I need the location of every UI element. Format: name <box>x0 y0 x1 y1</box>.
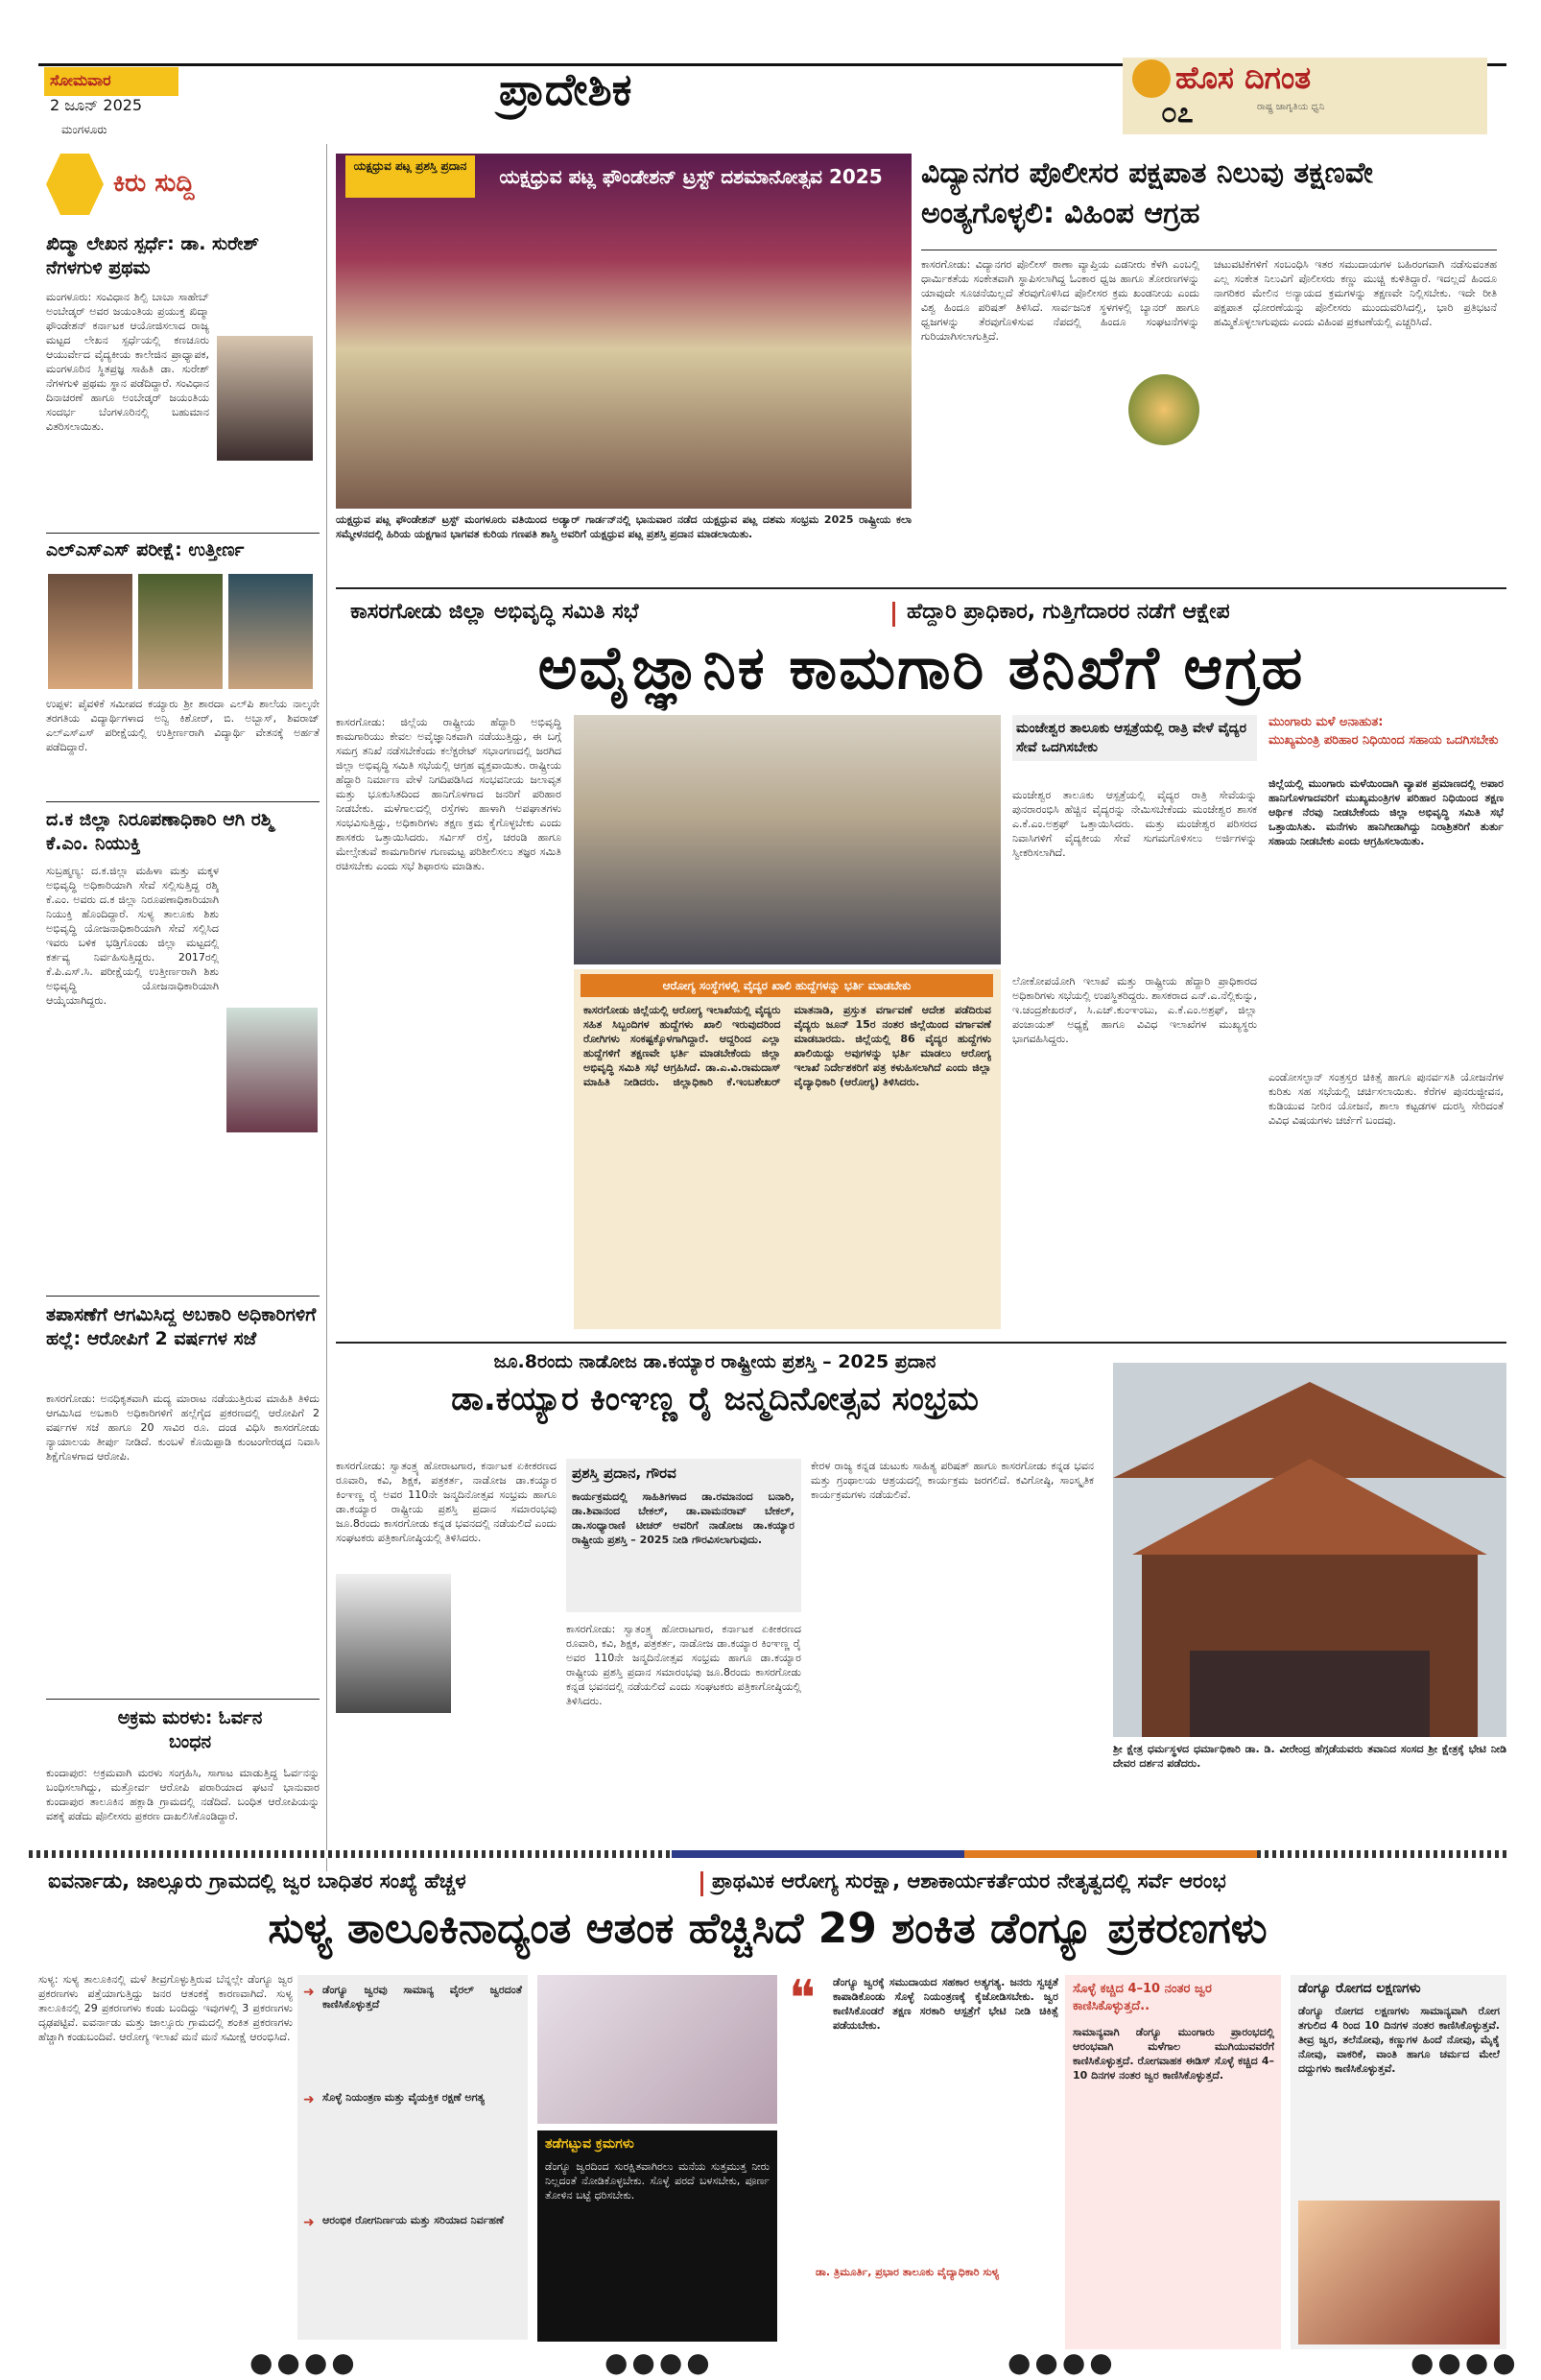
kiru-item-title: ಅಕ್ರಮ ಮರಳು: ಓರ್ವನ ಬಂಧನ <box>117 1707 263 1752</box>
kasaragod-kicker-left: ಕಾಸರಗೋಡು ಜಿಲ್ಲಾ ಅಭಿವೃದ್ಧಿ ಸಮಿತಿ ಸಭೆ <box>350 600 639 624</box>
dengue-bullet: ಡೆಂಗ್ಯೂ ಜ್ವರವು ಸಾಮಾನ್ಯ ವೈರಲ್ ಜ್ವರದಂತೆ ಕಾಣಿಸಿಕೊಳ್ಳುತ್ತದೆ <box>322 1984 522 2011</box>
quote-icon: ❝ <box>789 1970 816 2028</box>
hand-icon <box>46 154 104 215</box>
yakshadhruva-banner: ಯಕ್ಷಧ್ರುವ ಪಟ್ಲ ಫೌಂಡೇಶನ್ ಟ್ರಸ್ಟ್ ದಶಮಾನೋತ್ಸವ 2025 <box>499 165 883 188</box>
vhp-body-col2: ಚಟುವಟಿಕೆಗಳಿಗೆ ಸಂಬಂಧಿಸಿ ಇತರ ಸಮುದಾಯಗಳ ಬಹಿರಂಗವಾಗಿ ನಡೆಸುವಂತಹ ಎಲ್ಲ ಸಂಕೇತ ನಿಲುವಿಗೆ ಪೊಲೀಸರು ಕಣ್ಣು ಮುಚ್ಚಿ ಕುಳಿತಿದ್ದಾರೆ. ಇದಲ್ಲದೆ ಹಿಂದೂ ನಾಗರಿಕರ ಮೇಲಿನ ಅನ್ಯಾಯದ ಕ್ರಮಗಳನ್ನು ತಕ್ಷಣವೇ ನಿಲ್ಲಿಸಬೇಕು. ಇದೇ ರೀತಿ ಪಕ್ಷಪಾತ ಧೋರಣೆಯನ್ನು ಪೊಲೀಸರು ಮುಂದುವರಿಸಿದಲ್ಲಿ, ಭಾರಿ ಪ್ರತಿಭಟನೆ ಹಮ್ಮಿಕೊಳ್ಳಲಾಗುವುದು ಎಂದು ವಿಹಿಂಪ ಪ್ರಕಟಣೆಯಲ್ಲಿ ಎಚ್ಚರಿಸಿದೆ. <box>1214 258 1497 328</box>
fever-title: ಸೊಳ್ಳೆ ಕಚ್ಚಿದ 4–10 ನಂತರ ಜ್ವರ ಕಾಣಿಸಿಕೊಳ್ಳುತ್ತದೆ.. <box>1073 1982 1212 2013</box>
divider <box>46 1296 320 1297</box>
bullet-icon: ➜ <box>303 1985 315 2000</box>
yakshadhruva-caption: ಯಕ್ಷಧ್ರುವ ಪಟ್ಲ ಫೌಂಡೇಶನ್ ಟ್ರಸ್ಟ್ ಮಂಗಳೂರು ವತಿಯಿಂದ ಅಡ್ಯಾರ್ ಗಾರ್ಡನ್‌ನಲ್ಲಿ ಭಾನುವಾರ ನಡೆದ ಯಕ್ಷಧ್ರುವ ಪಟ್ಲ ದಶಮ ಸಂಭ್ರಮ 2025 ರಾಷ್ಟ್ರೀಯ ಕಲಾ ಸಮ್ಮೇಳನದಲ್ಲಿ ಹಿರಿಯ ಯಕ್ಷಗಾನ ಭಾಗವತ ಕುರಿಯ ಗಣಪತಿ ಶಾಸ್ತ್ರಿ ಅವರಿಗೆ ಯಕ್ಷಧ್ರುವ ಪಟ್ಲ ಪ್ರಶಸ್ತಿ ಪ್ರದಾನ ಮಾಡಲಾಯಿತು. <box>336 513 912 540</box>
logo-icon <box>1132 60 1171 98</box>
kiru-label: ಕಿರು ಸುದ್ದಿ <box>113 169 195 198</box>
symptoms-box <box>1291 1975 1506 2349</box>
kayyara-body-col3: ಕೇರಳ ರಾಜ್ಯ ಕನ್ನಡ ಚುಟುಕು ಸಾಹಿತ್ಯ ಪರಿಷತ್ ಹಾಗೂ ಕಾಸರಗೋಡು ಕನ್ನಡ ಭವನ ಮತ್ತು ಗ್ರಂಥಾಲಯ ಆಶ್ರಯದಲ್ಲಿ ಕಾರ್ಯಕ್ರಮ ಜರಗಲಿದೆ. ಕವಿಗೋಷ್ಠಿ, ಸಾಂಸ್ಕೃತಿಕ ಕಾರ್ಯಕ್ರಮಗಳು ನಡೆಯಲಿವೆ. <box>811 1460 1094 1501</box>
kayyara-story <box>336 1344 1103 1843</box>
paper-name: ಹೊಸ ದಿಗಂತ <box>1175 60 1312 96</box>
kiru-item-body: ಕುಂದಾಪುರ: ಅಕ್ರಮವಾಗಿ ಮರಳು ಸಂಗ್ರಹಿಸಿ, ಸಾಗಾಟ ಮಾಡುತ್ತಿದ್ದ ಓರ್ವನನ್ನು ಬಂಧಿಸಲಾಗಿದ್ದು, ಮತ್ತೋರ್ವ ಆರೋಪಿ ಪರಾರಿಯಾದ ಘಟನೆ ಭಾನುವಾರ ಕುಂದಾಪುರ ತಾಲೂಕಿನ ಹಕ್ಲಾಡಿ ಗ್ರಾಮದಲ್ಲಿ ನಡೆದಿದೆ. ಬಂಧಿತ ಆರೋಪಿಯನ್ನು ವಶಕ್ಕೆ ಪಡೆದು ಪೊಲೀಸರು ಪ್ರಕರಣ ದಾಖಲಿಸಿಕೊಂಡಿದ್ದಾರೆ. <box>46 1767 320 1822</box>
health-box-heading: ಆರೋಗ್ಯ ಸಂಸ್ಥೆಗಳಲ್ಲಿ ವೈದ್ಯರ ಖಾಲಿ ಹುದ್ದೆಗಳನ್ನು ಭರ್ತಿ ಮಾಡಬೇಕು <box>581 974 993 997</box>
kiru-column <box>36 144 324 1843</box>
dengue-story <box>29 1862 1520 2380</box>
masthead-city: ಮಂಗಳೂರು <box>61 123 107 136</box>
monsoon-kicker: ಮುಂಗಾರು ಮಳೆ ಅನಾಹುತ: <box>1268 715 1384 729</box>
kiru-header <box>46 154 286 215</box>
kasaragod-kicker-right: ಹೆದ್ದಾರಿ ಪ್ರಾಧಿಕಾರ, ಗುತ್ತಿಗೆದಾರರ ನಡೆಗೆ ಆಕ್ಷೇಪ <box>907 600 1230 624</box>
page-number: ೦೭ <box>1161 96 1194 130</box>
kayyara-headline: ಡಾ.ಕಯ್ಯಾರ ಕಿಂಞಣ್ಣ ರೈ ಜನ್ಮದಿನೋತ್ಸವ ಸಂಭ್ರಮ <box>451 1380 979 1418</box>
symptoms-body: ಡೆಂಗ್ಯೂ ರೋಗದ ಲಕ್ಷಣಗಳು ಸಾಮಾನ್ಯವಾಗಿ ರೋಗ ತಗುಲಿದ 4 ರಿಂದ 10 ದಿನಗಳ ನಂತರ ಕಾಣಿಸಿಕೊಳ್ಳುತ್ತವೆ. ತೀವ್ರ ಜ್ವರ, ತಲೆನೋವು, ಕಣ್ಣುಗಳ ಹಿಂದೆ ನೋವು, ಮೈಕೈ ನೋವು, ವಾಕರಿಕೆ, ವಾಂತಿ ಹಾಗೂ ಚರ್ಮದ ಮೇಲೆ ದದ್ದುಗಳು ಕಾಣಿಸಿಕೊಳ್ಳುತ್ತವೆ. <box>1298 2005 1500 2075</box>
symptoms-title: ಡೆಂಗ್ಯೂ ರೋಗದ ಲಕ್ಷಣಗಳು <box>1298 1981 1421 1996</box>
vhp-body-col1: ಕಾಸರಗೋಡು: ವಿದ್ಯಾನಗರ ಪೊಲೀಸ್ ಠಾಣಾ ವ್ಯಾಪ್ತಿಯ ಎಡನೀರು ಕೆಳಗಿ ಎಂಬಲ್ಲಿ ಧಾರ್ಮಿಕತೆಯ ಸಂಕೇತವಾಗಿ ಸ್ಥಾಪಿಸಲಾಗಿದ್ದ ಓಂಕಾರ ಧ್ವಜ ಹಾಗೂ ತೋರಣಗಳನ್ನು ಯಾವುದೇ ಸೂಚನೆಯಿಲ್ಲದೆ ತೆರವುಗೊಳಿಸಿದ ಪೊಲೀಸರ ಕ್ರಮ ಖಂಡನೀಯ ಎಂದು ವಿಶ್ವ ಹಿಂದೂ ಪರಿಷತ್ ತಿಳಿಸಿದೆ. ಸಾರ್ವಜನಿಕ ಸ್ಥಳಗಳಲ್ಲಿ ಬ್ಯಾನರ್ ಹಾಗೂ ಧ್ವಜಗಳನ್ನು ತೆರವುಗೊಳಿಸುವ ನೆಪದಲ್ಲಿ ಹಿಂದೂ ಸಂಘಟನೆಗಳನ್ನು ಗುರಿಯಾಗಿಸಲಾಗುತ್ತಿದೆ. <box>921 258 1199 343</box>
award-box-title: ಪ್ರಶಸ್ತಿ ಪ್ರದಾನ, ಗೌರವ <box>572 1464 676 1482</box>
manjeshwar-title: ಮಂಜೇಶ್ವರ ತಾಲೂಕು ಆಸ್ಪತ್ರೆಯಲ್ಲಿ ರಾತ್ರಿ ವೇಳೆ ವೈದ್ಯರ ಸೇವೆ ಒದಗಿಸಬೇಕು <box>1012 715 1257 761</box>
kasaragod-body-col5: ಎಂಡೋಸಲ್ಫಾನ್ ಸಂತ್ರಸ್ತರ ಚಿಕಿತ್ಸೆ ಹಾಗೂ ಪುನರ್ವಸತಿ ಯೋಜನೆಗಳ ಕುರಿತು ಸಹ ಸಭೆಯಲ್ಲಿ ಚರ್ಚಿಸಲಾಯಿತು. ಕೆರೆಗಳ ಪುನರುಜ್ಜೀವನ, ಕುಡಿಯುವ ನೀರಿನ ಯೋಜನೆ, ಶಾಲಾ ಕಟ್ಟಡಗಳ ದುರಸ್ತಿ ಸೇರಿದಂತೆ ವಿವಿಧ ವಿಷಯಗಳು ಚರ್ಚೆಗೆ ಬಂದವು. <box>1268 1071 1504 1127</box>
kiru-item-title: ಖಿದ್ಮಾ ಲೇಖನ ಸ್ಪರ್ಧೆ: ಡಾ. ಸುರೇಶ್ ನೆಗಳಗುಳಿ ಪ್ರಥಮ <box>46 233 260 278</box>
page-footer-dots: ●●●● <box>1411 2346 1520 2378</box>
kiru-item-body: ಸುಬ್ರಹ್ಮಣ್ಯ: ದ.ಕ.ಜಿಲ್ಲಾ ಮಹಿಳಾ ಮತ್ತು ಮಕ್ಕಳ ಅಭಿವೃದ್ಧಿ ಅಧಿಕಾರಿಯಾಗಿ ಸೇವೆ ಸಲ್ಲಿಸುತ್ತಿದ್ದ ರಶ್ಮಿ ಕೆ.ಎಂ. ಅವರು ದ.ಕ ಜಿಲ್ಲಾ ನಿರೂಪಣಾಧಿಕಾರಿಯಾಗಿ ನಿಯುಕ್ತಿ ಹೊಂದಿದ್ದಾರೆ. ಸುಳ್ಯ ತಾಲೂಕು ಶಿಶು ಅಭಿವೃದ್ಧಿ ಯೋಜನಾಧಿಕಾರಿಯಾಗಿ ಸೇವೆ ಸಲ್ಲಿಸಿದ ಇವರು ಬಳಿಕ ಭಡ್ತಿಗೊಂಡು ಜಿಲ್ಲಾ ಮಟ್ಟದಲ್ಲಿ ಕರ್ತವ್ಯ ನಿರ್ವಹಿಸುತ್ತಿದ್ದರು. 2017ರಲ್ಲಿ ಕೆ.ಪಿ.ಎಸ್.ಸಿ. ಪರೀಕ್ಷೆಯಲ್ಲಿ ಉತ್ತೀರ್ಣರಾಗಿ ಶಿಶು ಅಭಿವೃದ್ಧಿ ಯೋಜನಾಧಿಕಾರಿಯಾಗಿ ಆಯ್ಕೆಯಾಗಿದ್ದರು. <box>46 865 219 1007</box>
bullet-icon: ➜ <box>303 2092 315 2107</box>
manjeshwar-body: ಮಂಜೇಶ್ವರ ತಾಲೂಕು ಆಸ್ಪತ್ರೆಯಲ್ಲಿ ವೈದ್ಯರ ರಾತ್ರಿ ಸೇವೆಯನ್ನು ಪುನರಾರಂಭಿಸಿ ಹೆಚ್ಚಿನ ವೈದ್ಯರನ್ನು ನೇಮಿಸಬೇಕೆಂದು ಮಂಜೇಶ್ವರ ಶಾಸಕ ಎ.ಕೆ.ಎಂ.ಅಶ್ರಫ್ ಒತ್ತಾಯಿಸಿದರು. ಮತ್ತು ಮಂಜೇಶ್ವರ ಪರಿಸರದ ನಿವಾಸಿಗಳಿಗೆ ವೈದ್ಯಕೀಯ ಸೇವೆ ಸುಗಮಗೊಳಿಸಲು ಅರ್ಜಿಗಳನ್ನು ಸ್ವೀಕರಿಸಲಾಗಿದೆ. <box>1012 789 1257 859</box>
kiru-item-body: ಕಾಸರಗೋಡು: ಅನಧಿಕೃತವಾಗಿ ಮದ್ಯ ಮಾರಾಟ ನಡೆಯುತ್ತಿರುವ ಮಾಹಿತಿ ತಿಳಿದು ಆಗಮಿಸಿದ ಅಬಕಾರಿ ಅಧಿಕಾರಿಗಳಿಗೆ ಹಲ್ಲೆಗೈದ ಪ್ರಕರಣದಲ್ಲಿ ಆರೋಪಿಗೆ 2 ವರ್ಷಗಳ ಸಜೆ ಹಾಗೂ 20 ಸಾವಿರ ರೂ. ದಂಡ ವಿಧಿಸಿ ಕಾಸರಗೋಡು ನ್ಯಾಯಾಲಯ ತೀರ್ಪು ನೀಡಿದೆ. ಕುಂಬಳೆ ಕೊಯಿಪ್ಪಾಡಿ ಕುಂಟಂಗೇರಡ್ಕದ ನಿವಾಸಿ ಶಿಕ್ಷೆಗೊಳಗಾದ ಆರೋಪಿ. <box>46 1392 320 1463</box>
student-photo <box>138 574 223 689</box>
paper-tagline: ರಾಷ್ಟ್ರ ಜಾಗೃತಿಯ ಧ್ವನಿ <box>1257 102 1325 112</box>
divider <box>46 533 320 534</box>
section-rule <box>336 587 1506 589</box>
dengue-color-strip <box>672 1850 1257 1858</box>
page-footer-dots: ●●●● <box>249 2346 359 2378</box>
mosquito-photo <box>1298 2201 1500 2344</box>
yakshadhruva-photo <box>336 154 912 509</box>
bullet-icon: ➜ <box>303 2215 315 2230</box>
kayyara-body-col1b <box>336 1718 557 1833</box>
kasaragod-body-col1: ಕಾಸರಗೋಡು: ಜಿಲ್ಲೆಯ ರಾಷ್ಟ್ರೀಯ ಹೆದ್ದಾರಿ ಅಭಿವೃದ್ಧಿ ಕಾಮಗಾರಿಯು ಕೇವಲ ಅವೈಜ್ಞಾನಿಕವಾಗಿ ನಡೆಯುತ್ತಿದ್ದು, ಈ ಬಗ್ಗೆ ಸಮಗ್ರ ತನಿಖೆ ನಡೆಸಬೇಕೆಂದು ಕಲೆಕ್ಟರೇಟ್ ಸಭಾಂಗಣದಲ್ಲಿ ಜರಗಿದ ಜಿಲ್ಲಾ ಅಭಿವೃದ್ಧಿ ಸಮಿತಿ ಸಭೆಯಲ್ಲಿ ಆಗ್ರಹ ವ್ಯಕ್ತವಾಯಿತು. ರಾಷ್ಟ್ರೀಯ ಹೆದ್ದಾರಿ ನಿರ್ಮಾಣ ವೇಳೆ ನಿಗದಿಪಡಿಸಿದ ಸಂಭವನೀಯ ಜಲಾವೃತ ಮತ್ತು ಭೂಕುಸಿತದಿಂದ ಹಾನಿಗೊಳಗಾದ ಜನರಿಗೆ ಪರಿಹಾರ ನೀಡಬೇಕು. ಮಳೆಗಾಲದಲ್ಲಿ ರಸ್ತೆಗಳು ಹಾಳಾಗಿ ಅಪಘಾತಗಳು ಸಂಭವಿಸುತ್ತಿದ್ದು, ಅಧಿಕಾರಿಗಳು ತಕ್ಷಣ ಕ್ರಮ ಕೈಗೊಳ್ಳಬೇಕು ಎಂದು ಶಾಸಕರು ಒತ್ತಾಯಿಸಿದರು. ಸರ್ವಿಸ್ ರಸ್ತೆ, ಚರಂಡಿ ಹಾಗೂ ಮೇಲ್ಸೇತುವೆ ಕಾಮಗಾರಿಗಳ ಗುಣಮಟ್ಟ ಪರಿಶೀಲಿಸಲು ತಜ್ಞರ ಸಮಿತಿ ರಚಿಸಬೇಕು ಎಂದು ಸಭೆ ಶಿಫಾರಸು ಮಾಡಿತು. <box>336 716 561 872</box>
section-title: ಪ್ರಾದೇಶಿಕ <box>499 63 632 115</box>
masthead-date: 2 ಜೂನ್ 2025 <box>50 96 143 114</box>
masthead-day: ಸೋಮವಾರ <box>50 71 111 89</box>
kicker-separator <box>892 602 895 627</box>
vhp-story <box>921 144 1506 585</box>
award-box-body: ಕಾರ್ಯಕ್ರಮದಲ್ಲಿ ಸಾಹಿತಿಗಳಾದ ಡಾ.ರಮಾನಂದ ಬನಾರಿ, ಡಾ.ಶಿವಾನಂದ ಬೇಕಲ್, ಡಾ.ವಾಮನರಾವ್ ಬೇಕಲ್, ಡಾ.ಸಂಧ್ಯಾರಾಣಿ ಟೀಚರ್ ಅವರಿಗೆ ನಾಡೋಜ ಡಾ.ಕಯ್ಯಾರ ರಾಷ್ಟ್ರೀಯ ಪ್ರಶಸ್ತಿ – 2025 ನೀಡಿ ಗೌರವಿಸಲಾಗುವುದು. <box>572 1490 794 1546</box>
kasaragod-story <box>336 590 1506 1339</box>
dengue-bullets-box <box>297 1975 528 2340</box>
yakshadhruva-badge: ಯಕ್ಷಧ್ರುವ ಪಟ್ಲ ಪ್ರಶಸ್ತಿ ಪ್ರದಾನ <box>345 155 475 198</box>
student-photo <box>228 574 313 689</box>
doctor-quote-by: ಡಾ. ತ್ರಿಮೂರ್ತಿ, ಪ್ರಭಾರ ತಾಲೂಕು ವೈದ್ಯಾಧಿಕಾರಿ ಸುಳ್ಯ <box>816 2266 1000 2278</box>
award-box <box>566 1459 801 1612</box>
kiru-item-body: ಮಂಗಳೂರು: ಸಂವಿಧಾನ ಶಿಲ್ಪಿ ಬಾಬಾ ಸಾಹೇಬ್ ಅಂಬೇಡ್ಕರ್ ಅವರ ಜಯಂತಿಯ ಪ್ರಯುಕ್ತ ಖಿದ್ಮಾ ಫೌಂಡೇಶನ್ ಕರ್ನಾಟಕ ಆಯೋಜಿಸಲಾದ ರಾಜ್ಯ ಮಟ್ಟದ ಲೇಖನ ಸ್ಪರ್ಧೆಯಲ್ಲಿ ಕಣಚೂರು ಆಯುರ್ವೇದ ವೈದ್ಯಕೀಯ ಕಾಲೇಜಿನ ಪ್ರಾಧ್ಯಾಪಕ, ಮಂಗಳೂರಿನ ಸ್ಥಿತಪ್ರಜ್ಞ ಸಾಹಿತಿ ಡಾ. ಸುರೇಶ್ ನೆಗಳಗುಳಿ ಪ್ರಥಮ ಸ್ಥಾನ ಪಡೆದಿದ್ದಾರೆ. ಸಂವಿಧಾನ ದಿನಾಚರಣೆ ಹಾಗೂ ಅಂಬೇಡ್ಕರ್ ಜಯಂತಿಯ ಸಂದರ್ಭ ಬೆಂಗಳೂರಿನಲ್ಲಿ ಬಹುಮಾನ ವಿತರಿಸಲಾಯಿತು. <box>46 291 209 433</box>
monsoon-body: ಜಿಲ್ಲೆಯಲ್ಲಿ ಮುಂಗಾರು ಮಳೆಯಿಂದಾಗಿ ವ್ಯಾಪಕ ಪ್ರಮಾಣದಲ್ಲಿ ಅಪಾರ ಹಾನಿಗೊಳಗಾದವರಿಗೆ ಮುಖ್ಯಮಂತ್ರಿಗಳ ಪರಿಹಾರ ನಿಧಿಯಿಂದ ತಕ್ಷಣ ಆರ್ಥಿಕ ನೆರವು ನೀಡಬೇಕೆಂದು ಜಿಲ್ಲಾ ಅಭಿವೃದ್ಧಿ ಸಮಿತಿ ಸಭೆ ಒತ್ತಾಯಿಸಿತು. ಮನೆಗಳು ಹಾನಿಗೀಡಾಗಿದ್ದು ನಿರಾಶ್ರಿತರಿಗೆ ತುರ್ತು ಸಹಾಯ ನೀಡಬೇಕು ಎಂದು ಆಗ್ರಹಿಸಲಾಯಿತು. <box>1268 777 1504 847</box>
monsoon-box <box>1268 715 1504 1060</box>
fever-box <box>1065 1975 1281 2349</box>
dengue-bullet: ಸೊಳ್ಳೆ ನಿಯಂತ್ರಣ ಮತ್ತು ವೈಯಕ್ತಿಕ ರಕ್ಷಣೆ ಅಗತ್ಯ <box>322 2091 485 2104</box>
kayyara-body-col2: ಕಾಸರಗೋಡು: ಸ್ವಾತಂತ್ರ್ಯ ಹೋರಾಟಗಾರ, ಕರ್ನಾಟಕ ಏಕೀಕರಣದ ರೂವಾರಿ, ಕವಿ, ಶಿಕ್ಷಕ, ಪತ್ರಕರ್ತ, ನಾಡೋಜ ಡಾ.ಕಯ್ಯಾರ ಕಿಂಞಣ್ಣ ರೈ ಅವರ 110ನೇ ಜನ್ಮದಿನೋತ್ಸವ ಸಂಭ್ರಮ ಹಾಗೂ ಡಾ.ಕಯ್ಯಾರ ರಾಷ್ಟ್ರೀಯ ಪ್ರಶಸ್ತಿ ಪ್ರದಾನ ಸಮಾರಂಭವು ಜೂ.8ರಂದು ಕಾಸರಗೋಡು ಕನ್ನಡ ಭವನದಲ್ಲಿ ನಡೆಯಲಿದೆ ಎಂದು ಸಂಘಟಕರು ಪತ್ರಿಕಾಗೋಷ್ಠಿಯಲ್ಲಿ ತಿಳಿಸಿದರು. <box>566 1623 801 1707</box>
kiru-item-title: ದ.ಕ ಜಿಲ್ಲಾ ನಿರೂಪಣಾಧಿಕಾರಿ ಆಗಿ ರಶ್ಮಿ ಕೆ.ಎಂ. ನಿಯುಕ್ತಿ <box>46 809 273 854</box>
student-photo <box>48 574 132 689</box>
kiru-item-title: ಎಲ್‌ಎಸ್‌ಎಸ್ ಪರೀಕ್ಷೆ: ಉತ್ತೀರ್ಣ <box>46 539 245 560</box>
temple-photo-svg <box>1113 1363 1506 1737</box>
doctor-quote: ಡೆಂಗ್ಯೂ ಜ್ವರಕ್ಕೆ ಸಮುದಾಯದ ಸಹಕಾರ ಅತ್ಯಗತ್ಯ. ಜನರು ಸ್ವಚ್ಛತೆ ಕಾಪಾಡಿಕೊಂಡು ಸೊಳ್ಳೆ ನಿಯಂತ್ರಣಕ್ಕೆ ಕೈಜೋಡಿಸಬೇಕು. ಜ್ವರ ಕಾಣಿಸಿಕೊಂಡರೆ ತಕ್ಷಣ ಸರಕಾರಿ ಆಸ್ಪತ್ರೆಗೆ ಭೇಟಿ ನೀಡಿ ಚಿಕಿತ್ಸೆ ಪಡೆಯಬೇಕು. <box>833 1976 1058 2032</box>
prevention-box <box>537 2130 777 2342</box>
dengue-body: ಸುಳ್ಯ: ಸುಳ್ಯ ತಾಲೂಕಿನಲ್ಲಿ ಮಳೆ ತೀವ್ರಗೊಳ್ಳುತ್ತಿರುವ ಬೆನ್ನಲ್ಲೇ ಡೆಂಗ್ಯೂ ಜ್ವರ ಪ್ರಕರಣಗಳು ಪತ್ತೆಯಾಗುತ್ತಿದ್ದು ಜನರ ಆತಂಕಕ್ಕೆ ಕಾರಣವಾಗಿದೆ. ಸುಳ್ಯ ತಾಲೂಕಿನಲ್ಲಿ 29 ಪ್ರಕರಣಗಳು ಕಂಡು ಬಂದಿದ್ದು ಇವುಗಳಲ್ಲಿ 3 ಪ್ರಕರಣಗಳು ದೃಢಪಟ್ಟಿವೆ. ಐವರ್ನಾಡು ಮತ್ತು ಜಾಲ್ಸೂರು ಗ್ರಾಮದಲ್ಲಿ ಶಂಕಿತ ಪ್ರಕರಣಗಳು ಹೆಚ್ಚಾಗಿ ಕಂಡುಬಂದಿವೆ. ಆರೋಗ್ಯ ಇಲಾಖೆ ಮನೆ ಮನೆ ಸಮೀಕ್ಷೆ ಆರಂಭಿಸಿದೆ. <box>38 1973 293 2043</box>
kiru-photo-suresh <box>217 336 313 461</box>
column-rule <box>326 144 327 1871</box>
page-footer-dots: ●●●● <box>1008 2346 1117 2378</box>
health-box-body: ಕಾಸರಗೋಡು ಜಿಲ್ಲೆಯಲ್ಲಿ ಆರೋಗ್ಯ ಇಲಾಖೆಯಲ್ಲಿ ವೈದ್ಯರು ಸಹಿತ ಸಿಬ್ಬಂದಿಗಳ ಹುದ್ದೆಗಳು ಖಾಲಿ ಇರುವುದರಿಂದ ರೋಗಿಗಳು ಸಂಕಷ್ಟಕ್ಕೊಳಗಾಗಿದ್ದಾರೆ. ಆದ್ದರಿಂದ ಎಲ್ಲಾ ಹುದ್ದೆಗಳಿಗೆ ತಕ್ಷಣವೇ ಭರ್ತಿ ಮಾಡಬೇಕೆಂದು ಜಿಲ್ಲಾ ಅಭಿವೃದ್ಧಿ ಸಮಿತಿ ಸಭೆ ಆಗ್ರಹಿಸಿದೆ. ಡಾ.ಎ.ವಿ.ರಾಮದಾಸ್ ಮಾಹಿತಿ ನೀಡಿದರು. ಜಿಲ್ಲಾಧಿಕಾರಿ ಕೆ.ಇಂಬಶೇಖರ್ ಮಾತನಾಡಿ, ಪ್ರಸ್ತುತ ವರ್ಗಾವಣೆ ಆದೇಶ ಪಡೆದಿರುವ ವೈದ್ಯರು ಜೂನ್ 15ರ ನಂತರ ಜಿಲ್ಲೆಯಿಂದ ವರ್ಗಾವಣೆ ಮಾಡಬಾರದು. ಜಿಲ್ಲೆಯಲ್ಲಿ 86 ವೈದ್ಯರ ಹುದ್ದೆಗಳು ಖಾಲಿಯಿದ್ದು ಅವುಗಳನ್ನು ಭರ್ತಿ ಮಾಡಲು ಆರೋಗ್ಯ ಇಲಾಖೆ ನಿರ್ದೇಶಕರಿಗೆ ಪತ್ರ ಕಳುಹಿಸಲಾಗಿದೆ ಎಂದು ಜಿಲ್ಲಾ ವೈದ್ಯಾಧಿಕಾರಿ (ಆರೋಗ್ಯ) ತಿಳಿಸಿದರು. <box>583 1004 991 1088</box>
divider <box>46 1699 320 1700</box>
kayyara-kicker: ಜೂ.8ರಂದು ನಾಡೋಜ ಡಾ.ಕಯ್ಯಾರ ರಾಷ್ಟ್ರೀಯ ಪ್ರಶಸ್ತಿ – 2025 ಪ್ರದಾನ <box>493 1351 936 1372</box>
monsoon-title: ಮುಖ್ಯಮಂತ್ರಿ ಪರಿಹಾರ ನಿಧಿಯಿಂದ ಸಹಾಯ ಒದಗಿಸಬೇಕು <box>1268 733 1499 748</box>
dengue-bullet: ಆರಂಭಿಕ ರೋಗನಿರ್ಣಯ ಮತ್ತು ಸರಿಯಾದ ನಿರ್ವಹಣೆ <box>322 2214 505 2226</box>
kiru-photo-rashmi <box>226 1008 318 1132</box>
vhp-headline: ವಿದ್ಯಾನಗರ ಪೊಲೀಸರ ಪಕ್ಷಪಾತ ನಿಲುವು ತಕ್ಷಣವೇ ಅಂತ್ಯಗೊಳ್ಳಲಿ: ವಿಹಿಂಪ ಆಗ್ರಹ <box>921 156 1373 230</box>
kayyara-photo-caption: ಶ್ರೀ ಕ್ಷೇತ್ರ ಧರ್ಮಸ್ಥಳದ ಧರ್ಮಾಧಿಕಾರಿ ಡಾ. ಡಿ. ವೀರೇಂದ್ರ ಹೆಗ್ಗಡೆಯವರು ತವಾನಿದ ಸಂಸದ ಶ್ರೀ ಕ್ಷೇತ್ರಕ್ಕೆ ಭೇಟಿ ನೀಡಿ ದೇವರ ದರ್ಶನ ಪಡೆದರು. <box>1113 1743 1506 1770</box>
dengue-kicker-right: ಪ್ರಾಥಮಿಕ ಆರೋಗ್ಯ ಸುರಕ್ಷಾ, ಆಶಾಕಾರ್ಯಕರ್ತೆಯರ ನೇತೃತ್ವದಲ್ಲಿ ಸರ್ವೆ ಆರಂಭ <box>712 1869 1226 1892</box>
vhp-logo <box>1128 374 1199 445</box>
divider <box>46 801 320 802</box>
fever-body: ಸಾಮಾನ್ಯವಾಗಿ ಡೆಂಗ್ಯೂ ಮುಂಗಾರು ಪ್ರಾರಂಭದಲ್ಲಿ ಆರಂಭವಾಗಿ ಮಳೆಗಾಲ ಮುಗಿಯುವವರೆಗೆ ಕಾಣಿಸಿಕೊಳ್ಳುತ್ತದೆ. ರೋಗವಾಹಕ ಈಡಿಸ್ ಸೊಳ್ಳೆ ಕಚ್ಚಿದ 4–10 ದಿನಗಳ ನಂತರ ಜ್ವರ ಕಾಣಿಸಿಕೊಳ್ಳುತ್ತದೆ. <box>1073 2026 1274 2082</box>
page-footer-dots: ●●●● <box>605 2346 714 2378</box>
kayyara-body-col1: ಕಾಸರಗೋಡು: ಸ್ವಾತಂತ್ರ್ಯ ಹೋರಾಟಗಾರ, ಕರ್ನಾಟಕ ಏಕೀಕರಣದ ರೂವಾರಿ, ಕವಿ, ಶಿಕ್ಷಕ, ಪತ್ರಕರ್ತ, ನಾಡೋಜ ಡಾ.ಕಯ್ಯಾರ ಕಿಂಞಣ್ಣ ರೈ ಅವರ 110ನೇ ಜನ್ಮದಿನೋತ್ಸವ ಸಂಭ್ರಮ ಹಾಗೂ ಡಾ.ಕಯ್ಯಾರ ರಾಷ್ಟ್ರೀಯ ಪ್ರಶಸ್ತಿ ಪ್ರದಾನ ಸಮಾರಂಭವು ಜೂ.8ರಂದು ಕಾಸರಗೋಡು ಕನ್ನಡ ಭವನದಲ್ಲಿ ನಡೆಯಲಿದೆ ಎಂದು ಸಂಘಟಕರು ಪತ್ರಿಕಾಗೋಷ್ಠಿಯಲ್ಲಿ ತಿಳಿಸಿದರು. <box>336 1460 557 1544</box>
mosquito-net-photo <box>537 1975 777 2124</box>
dengue-kicker-left: ಐವರ್ನಾಡು, ಜಾಲ್ಸೂರು ಗ್ರಾಮದಲ್ಲಿ ಜ್ವರ ಬಾಧಿತರ ಸಂಖ್ಯೆ ಹೆಚ್ಚಳ <box>48 1869 466 1892</box>
dengue-headline: ಸುಳ್ಯ ತಾಲೂಕಿನಾದ್ಯಂತ ಆತಂಕ ಹೆಚ್ಚಿಸಿದೆ 29 ಶಂಕಿತ ಡೆಂಗ್ಯೂ ಪ್ರಕರಣಗಳು <box>268 1904 1268 1953</box>
kiru-item-title: ತಪಾಸಣೆಗೆ ಆಗಮಿಸಿದ್ದ ಅಬಕಾರಿ ಅಧಿಕಾರಿಗಳಿಗೆ ಹಲ್ಲೆ: ಆರೋಪಿಗೆ 2 ವರ್ಷಗಳ ಸಜೆ <box>46 1304 317 1349</box>
manjeshwar-box <box>1012 715 1257 964</box>
kiru-item-body: ಉಪ್ಪಳ: ಪೈವಳಿಕೆ ಸಮೀಪದ ಕಯ್ಯಾರು ಶ್ರೀ ಶಾರದಾ ಎಲ್‌ಪಿ ಶಾಲೆಯ ನಾಲ್ಕನೇ ತರಗತಿಯ ವಿದ್ಯಾರ್ಥಿಗಳಾದ ಅನ್ವಿ ಕಿಶೋರ್, ಬಿ. ಅಬ್ಬಾಸ್, ಶಿವರಾಜ್ ಎಲ್‌ಎಸ್‌ಎಸ್ ಪರೀಕ್ಷೆಯಲ್ಲಿ ಉತ್ತೀರ್ಣರಾಗಿ ವಿದ್ಯಾರ್ಥಿ ವೇತನಕ್ಕೆ ಅರ್ಹತೆ ಪಡೆದಿದ್ದಾರೆ. <box>46 698 320 753</box>
kayyara-portrait <box>336 1574 451 1713</box>
yakshadhruva-story <box>336 144 912 585</box>
kicker-separator <box>700 1871 703 1896</box>
meeting-photo <box>574 715 1001 964</box>
prevention-title: ತಡೆಗಟ್ಟುವ ಕ್ರಮಗಳು <box>545 2136 634 2152</box>
prevention-body: ಡೆಂಗ್ಯೂ ಜ್ವರದಿಂದ ಸುರಕ್ಷಿತವಾಗಿರಲು ಮನೆಯ ಸುತ್ತಮುತ್ತ ನೀರು ನಿಲ್ಲದಂತೆ ನೋಡಿಕೊಳ್ಳಬೇಕು. ಸೊಳ್ಳೆ ಪರದೆ ಬಳಸಬೇಕು, ಪೂರ್ಣ ತೋಳಿನ ಬಟ್ಟೆ ಧರಿಸಬೇಕು. <box>545 2160 770 2202</box>
kayyara-temple-photo <box>1113 1363 1506 1737</box>
masthead <box>0 0 1541 144</box>
kasaragod-headline: ಅವೈಜ್ಞಾನಿಕ ಕಾಮಗಾರಿ ತನಿಖೆಗೆ ಆಗ್ರಹ <box>537 632 1305 702</box>
kasaragod-body-col4: ಲೋಕೋಪಯೋಗಿ ಇಲಾಖೆ ಮತ್ತು ರಾಷ್ಟ್ರೀಯ ಹೆದ್ದಾರಿ ಪ್ರಾಧಿಕಾರದ ಅಧಿಕಾರಿಗಳು ಸಭೆಯಲ್ಲಿ ಉಪಸ್ಥಿತರಿದ್ದರು. ಶಾಸಕರಾದ ಎನ್.ಎ.ನೆಲ್ಲಿಕುನ್ನು, ಇ.ಚಂದ್ರಶೇಖರನ್, ಸಿ.ಎಚ್.ಕುಂಞಂಬು, ಎ.ಕೆ.ಎಂ.ಅಶ್ರಫ್, ಜಿಲ್ಲಾ ಪಂಚಾಯತ್ ಅಧ್ಯಕ್ಷೆ ಹಾಗೂ ವಿವಿಧ ಇಲಾಖೆಗಳ ಮುಖ್ಯಸ್ಥರು ಭಾಗವಹಿಸಿದ್ದರು. <box>1012 975 1257 1045</box>
